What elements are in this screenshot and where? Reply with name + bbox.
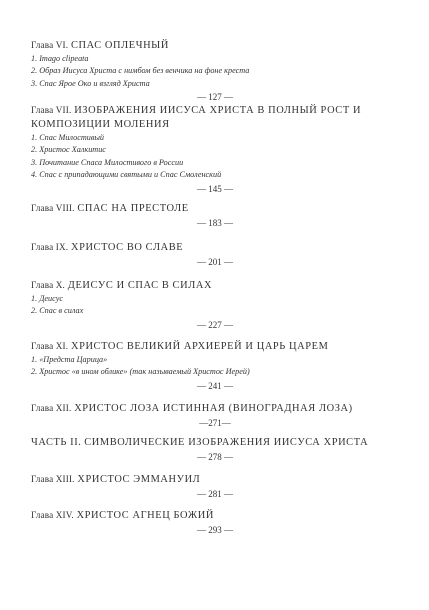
toc-entry-ch10 [31, 278, 399, 331]
chapter-label: Глава XII. [31, 403, 72, 413]
chapter-name: СПАС НА ПРЕСТОЛЕ [77, 203, 189, 214]
page-number: — 241 — [197, 380, 233, 391]
chapter-name: ХРИСТОС АГНЕЦ БОЖИЙ [76, 510, 214, 521]
page-number: — 145 — [197, 183, 233, 194]
section-item: 1. «Предста Царица» [31, 355, 108, 364]
toc-entry-ch9 [31, 240, 399, 268]
chapter-label: Глава VI. [31, 40, 69, 50]
page-number: — 278 — [197, 452, 233, 462]
chapter-label: Глава IX. [31, 242, 69, 252]
chapter-label: Глава XIII. [31, 474, 75, 484]
chapter-name: СПАС ОПЛЕЧНЫЙ [70, 40, 169, 51]
chapter-label: Глава XI. [31, 341, 69, 351]
section-item: 1. Спас Милостивый [31, 133, 105, 142]
page-number: — 127 — [197, 92, 233, 103]
chapter-title [31, 103, 399, 132]
chapter-label: Глава VII. [31, 105, 72, 115]
section-item: 4. Спас с припадающими святыми и Спас Смоленский [31, 170, 222, 180]
section-item: 1. Деисус [31, 294, 63, 303]
chapter-name: ХРИСТОС ВО СЛАВЕ [70, 242, 184, 253]
chapter-label: Глава VIII. [31, 203, 75, 213]
section-item: 2. Образ Иисуса Христа с нимбом без венчика на фоне креста [31, 66, 250, 76]
chapter-name: ДЕИСУС И СПАС В СИЛАХ [67, 280, 213, 291]
page-number: —271— [199, 418, 231, 428]
section-item: 2. Спас в силах [31, 306, 84, 316]
section-item: 3. Почитание Спаса Милостивого в России [31, 157, 184, 167]
chapter-title [31, 401, 399, 416]
toc-entry-ch8 [31, 201, 399, 229]
part-title [31, 436, 399, 450]
toc-entry-part2 [31, 436, 399, 463]
chapter-title [31, 339, 399, 354]
page-number: — 183 — [197, 218, 233, 228]
part-name: СИМВОЛИЧЕСКИЕ ИЗОБРАЖЕНИЯ ИИСУСА ХРИСТА [84, 437, 369, 448]
chapter-name: ХРИСТОС ЛОЗА ИСТИННАЯ (ВИНОГРАДНАЯ ЛОЗА) [74, 403, 353, 414]
chapter-name: ХРИСТОС ВЕЛИКИЙ АРХИЕРЕЙ И ЦАРЬ ЦАРЕМ [70, 341, 329, 352]
chapter-title [31, 38, 399, 53]
section-item: 1. Imago clipeata [31, 54, 89, 63]
page-number: — 293 — [197, 525, 233, 535]
part-label: ЧАСТЬ II. [31, 437, 82, 448]
page-number: — 201 — [197, 257, 233, 267]
toc-entry-ch6 [31, 38, 399, 103]
toc-entry-ch12 [31, 401, 399, 429]
page-number: — 281 — [197, 489, 233, 499]
chapter-title [31, 201, 399, 216]
section-item: 2. Христос «в ином облике» (так называемый Христос Иерей) [31, 367, 250, 377]
chapter-title [31, 508, 399, 523]
chapter-name: ИЗОБРАЖЕНИЯ ИИСУСА ХРИСТА В ПОЛНЫЙ РОСТ И КОМПОЗИЦИИ МОЛЕНИЯ [31, 105, 362, 130]
section-item: 2. Христос Халкитис [31, 145, 106, 155]
chapter-name: ХРИСТОС ЭММАНУИЛ [77, 474, 201, 485]
chapter-title [31, 278, 399, 293]
toc-entry-ch14 [31, 508, 399, 536]
chapter-label: Глава XIV. [31, 510, 74, 520]
toc-entry-ch13 [31, 472, 399, 500]
chapter-title [31, 240, 399, 255]
toc-entry-ch7 [31, 103, 399, 195]
chapter-title [31, 472, 399, 487]
section-item: 3. Спас Ярое Око и взгляд Христа [31, 78, 150, 88]
page-number: — 227 — [197, 319, 233, 330]
chapter-label: Глава X. [31, 280, 66, 290]
toc-entry-ch11 [31, 339, 399, 392]
